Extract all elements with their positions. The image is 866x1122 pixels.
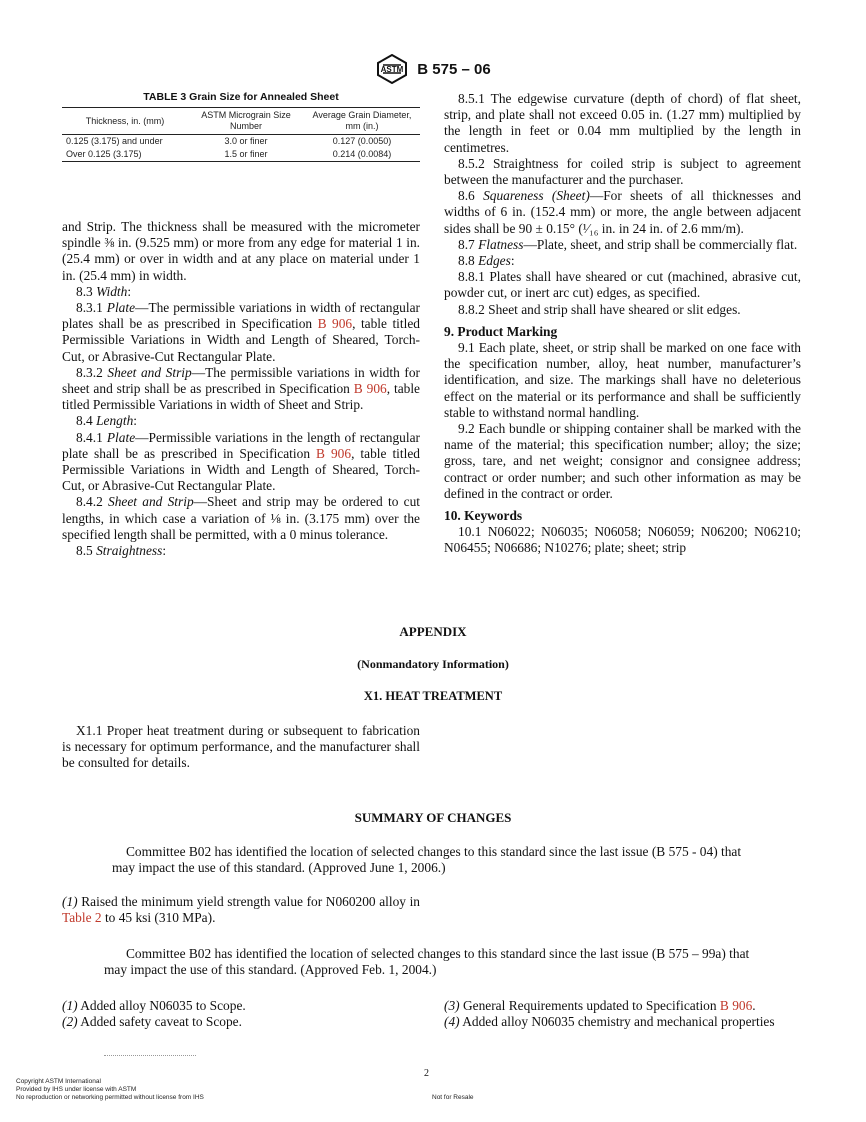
section-8-6: 8.6 Squareness (Sheet)—For sheets of all thicknesses and widths of 6 in. (152.4 mm) or more, the angle between adjacent sides shall be 90 ± 0.15° (¹⁄₁₆ in. in 24 in. of 2.6 mm/m). — [444, 188, 801, 236]
section-8-8-2: 8.8.2 Sheet and strip shall have sheared or slit edges. — [458, 301, 741, 317]
section-8-4-1: 8.4.1 Plate—Permissible variations in the length of rectangular plate shall be as prescribed in Specification B 906, table titled Permissible Variations in Width and Length of Sheared, Torch-Cut, or Abrasive-Cut Rectangular Plate. — [62, 429, 420, 494]
summary-change-1: (1) Raised the minimum yield strength value for N060200 alloy in Table 2 to 45 ksi (310 MPa). — [62, 894, 420, 926]
table-row — [62, 148, 420, 162]
page-number: 2 — [424, 1068, 429, 1079]
spec-link-b906[interactable]: B 906 — [316, 445, 352, 461]
x1-heading: X1. HEAT TREATMENT — [363, 689, 503, 703]
appendix-subtitle: (Nonmandatory Information) — [357, 657, 509, 671]
copyright-footer: Copyright ASTM International Provided by IHS under license with ASTM No reproduction or networking permitted without license from IHS — [16, 1078, 204, 1101]
section-9-2: 9.2 Each bundle or shipping container shall be marked with the name of the material; this specification number; alloy; the size; gross, tare, and net weight; consignor and consignee address; contract or order number; and such other information as may be defined in the contract or order. — [444, 421, 801, 501]
standard-designation: B 575 – 06 — [417, 60, 491, 78]
resale-notice: Not for Resale — [432, 1094, 474, 1101]
table-header: ASTM Micrograin Size Number — [201, 110, 291, 131]
spec-link-b906[interactable]: B 906 — [353, 381, 387, 397]
summary-list-right — [444, 998, 804, 1030]
table-2-link[interactable]: Table 2 — [62, 910, 102, 926]
list-item: (4) Added alloy N06035 chemistry and mechanical properties — [444, 1014, 775, 1030]
table-cell: 0.127 (0.0050) — [332, 136, 392, 146]
section-8-3-2: 8.3.2 Sheet and Strip—The permissible variations in width for sheet and strip shall be as prescribed in Specification B 906, table titled Permissible Variations in width of Sheet and Strip. — [62, 364, 421, 413]
x1-1-paragraph: X1.1 Proper heat treatment during or subsequent to fabrication is necessary for optimum performance, and the manufacturer shall be consulted for details. — [62, 723, 420, 771]
section-8-8: 8.8 Edges: — [458, 253, 515, 269]
section-8-5: 8.5 Straightness: — [76, 543, 167, 559]
table-cell: 0.125 (3.175) and under — [66, 136, 163, 146]
heading-keywords: 10. Keywords — [444, 508, 523, 524]
table-3 — [62, 91, 420, 162]
list-item: (2) Added safety caveat to Scope. — [62, 1014, 242, 1030]
section-8-4-2: 8.4.2 Sheet and Strip—Sheet and strip may be ordered to cut lengths, in which case a variation of ⅛ in. (3.175 mm) over the specified length shall be permitted, with a 0 minus tolerance. — [62, 494, 420, 542]
table-header: Average Grain Diameter, mm (in.) — [312, 110, 412, 131]
summary-paragraph-1: Committee B02 has identified the location of selected changes to this standard since the last issue (B 575 - 04) that may impact the use of this standard. (Approved June 1, 2006.) — [112, 844, 742, 876]
section-8-5-1: 8.5.1 The edgewise curvature (depth of chord) of flat sheet, strip, and plate shall not exceed 0.05 in. (1.27 mm) multiplied by the length in feet or 0.04 mm multiplied by the length in centimetres. — [444, 91, 801, 155]
astm-logo-icon — [375, 54, 409, 84]
spec-link-b906[interactable]: B 906 — [719, 998, 753, 1013]
list-item: (1) Added alloy N06035 to Scope. — [62, 998, 246, 1013]
spec-link-b906[interactable]: B 906 — [317, 316, 353, 332]
summary-title: SUMMARY OF CHANGES — [354, 810, 512, 825]
table-header: Thickness, in. (mm) — [85, 115, 165, 126]
section-8-3-1: 8.3.1 Plate—The permissible variations in width of rectangular plates shall be as prescribed in Specification B 906, table titled Permissible Variations in Width and Length of Sheared, Torch-Cut, or Abrasive-Cut Rectangular Plate. — [62, 300, 421, 364]
section-8-4: 8.4 Length: — [76, 413, 138, 429]
page-header — [0, 54, 866, 84]
summary-list-left — [62, 998, 420, 1030]
appendix-title: APPENDIX — [399, 624, 467, 639]
section-8-8-1: 8.8.1 Plates shall have sheared or cut (machined, abrasive cut, powder cut, or inert arc cut) edges, as specified. — [444, 269, 801, 301]
table-cell: 3.0 or finer — [224, 136, 268, 146]
heading-product-marking: 9. Product Marking — [444, 323, 558, 339]
divider — [104, 1055, 196, 1056]
left-column — [62, 219, 420, 559]
right-column — [444, 91, 801, 557]
table-3-title: TABLE 3 Grain Size for Annealed Sheet — [143, 91, 339, 103]
list-item: (3) General Requirements updated to Specification B 906. — [444, 998, 756, 1013]
section-8-7: 8.7 Flatness—Plate, sheet, and strip shall be commercially flat. — [458, 236, 798, 252]
section-8-5-2: 8.5.2 Straightness for coiled strip is subject to agreement between the manufacturer and the purchaser. — [444, 155, 801, 188]
table-cell: 0.214 (0.0084) — [332, 149, 392, 159]
table-cell: Over 0.125 (3.175) — [66, 149, 142, 159]
section-8-3: 8.3 Width: — [76, 283, 132, 299]
svg-text:ASTM: ASTM — [380, 65, 404, 74]
paragraph-thickness: and Strip. The thickness shall be measured with the micrometer spindle ⅜ in. (9.525 mm) or more from any edge for material 1 in. (25.4 mm) or over in width and at any place on material under 1 in. (25.4 mm) in width. — [62, 219, 420, 283]
summary-paragraph-2: Committee B02 has identified the location of selected changes to this standard since the last issue (B 575 – 99a) that may impact the use of this standard. (Approved Feb. 1, 2004.) — [104, 946, 750, 978]
table-row — [62, 135, 420, 149]
table-cell: 1.5 or finer — [224, 149, 268, 159]
section-10-1: 10.1 N06022; N06035; N06058; N06059; N06200; N06210; N06455; N06686; N10276; plate; sheet; strip — [444, 524, 801, 556]
section-9-1: 9.1 Each plate, sheet, or strip shall be marked on one face with the specification number, alloy, heat number, manufacturer’s identification, and size. The markings shall have no deleterious effect on the material or its performance and shall be sufficiently stable to withstand normal handling. — [444, 340, 801, 420]
